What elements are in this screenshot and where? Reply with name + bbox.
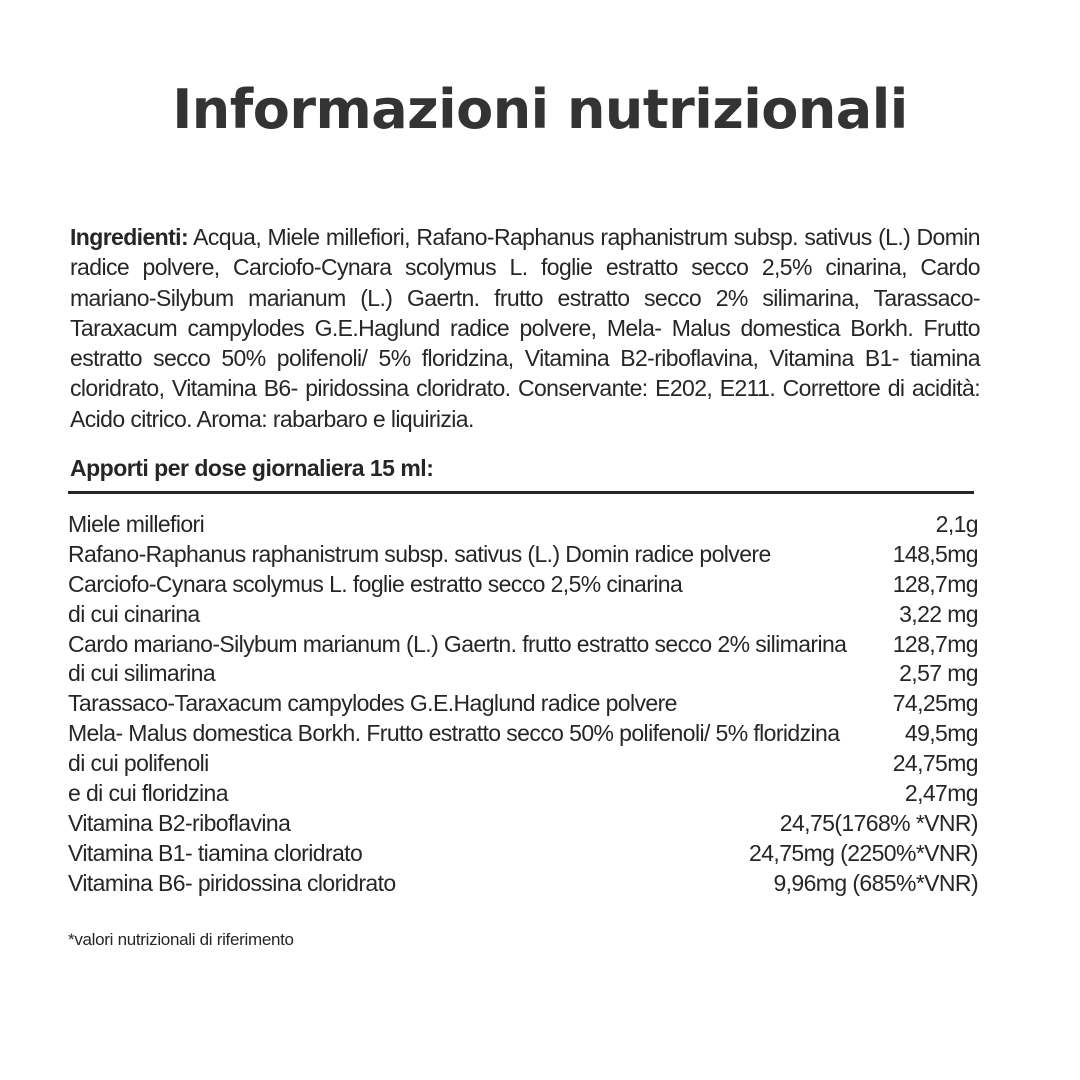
nutrient-value: 3,22 mg [899, 600, 978, 627]
nutrient-row [68, 750, 978, 780]
nutrient-value: 24,75mg [892, 750, 978, 777]
ingredients-text: Acqua, Miele millefiori, Rafano-Raphanus raphanistrum subsp. sativus (L.) Domin radice polvere, Carciofo-Cynara scolymus L. foglie estratto secco 2,5% cinarina, Cardo mariano-Silybum marianum (L.) Gaertn. frutto estratto secco 2% silimarina, Tarassaco-Taraxacum campylodes G.E.Haglund radice polvere, Mela- Malus domestica Borkh. Frutto estratto secco 50% polifenoli/ 5% floridzina, Vitamina B2-riboflavina, Vitamina B1- tiamina cloridrato, Vitamina B6- piridossina cloridrato. Conservante: E202, E211. Correttore di acidità: Acido citrico. Aroma: rabarbaro e liquirizia. [70, 224, 980, 432]
nutrient-row [68, 571, 978, 601]
nutrient-value: 2,57 mg [899, 660, 978, 687]
footnote: *valori nutrizionali di riferimento [68, 930, 294, 949]
nutrient-row [68, 601, 978, 631]
nutrient-row [68, 690, 978, 720]
nutrient-row [68, 810, 978, 840]
nutrient-row [68, 660, 978, 690]
nutrient-row [68, 511, 978, 541]
nutrient-name: di cui cinarina [68, 600, 200, 627]
nutrient-name: di cui polifenoli [68, 750, 209, 777]
nutrient-name: Mela- Malus domestica Borkh. Frutto estratto secco 50% polifenoli/ 5% floridzina [68, 720, 840, 747]
nutrient-name: Vitamina B1- tiamina cloridrato [68, 839, 363, 866]
nutrient-row [68, 840, 978, 870]
ingredients-label: Ingredienti: [70, 224, 189, 250]
page-title: Informazioni nutrizionali [172, 78, 908, 141]
nutrient-value: 128,7mg [892, 570, 978, 597]
nutrient-value: 49,5mg [904, 720, 978, 747]
nutrient-name: Vitamina B6- piridossina cloridrato [68, 869, 396, 896]
daily-dose-heading: Apporti per dose giornaliera 15 ml: [70, 455, 434, 481]
nutrient-name: Carciofo-Cynara scolymus L. foglie estratto secco 2,5% cinarina [68, 570, 683, 597]
nutrient-row [68, 870, 978, 900]
nutrient-name: e di cui floridzina [68, 780, 228, 807]
nutrient-row [68, 631, 978, 661]
nutrient-row [68, 780, 978, 810]
nutrient-name: Tarassaco-Taraxacum campylodes G.E.Haglund radice polvere [68, 690, 677, 717]
nutrient-value: 24,75(1768% *VNR) [779, 809, 978, 836]
nutrient-name: di cui silimarina [68, 660, 216, 687]
nutrient-value: 148,5mg [892, 540, 978, 567]
ingredients-paragraph [70, 222, 980, 434]
nutrient-name: Cardo mariano-Silybum marianum (L.) Gaertn. frutto estratto secco 2% silimarina [68, 630, 847, 657]
nutrient-name: Vitamina B2-riboflavina [68, 809, 291, 836]
nutrient-value: 24,75mg (2250%*VNR) [749, 839, 978, 866]
nutrient-table [68, 511, 978, 900]
nutrient-value: 2,47mg [904, 780, 978, 807]
nutrient-name: Miele millefiori [68, 511, 205, 537]
nutrient-row [68, 720, 978, 750]
nutrient-value: 74,25mg [892, 690, 978, 717]
nutrient-value: 9,96mg (685%*VNR) [773, 869, 978, 896]
nutrient-name: Rafano-Raphanus raphanistrum subsp. sativus (L.) Domin radice polvere [68, 540, 771, 567]
nutrient-value: 128,7mg [892, 630, 978, 657]
nutrient-value: 2,1g [935, 511, 978, 537]
divider-line [68, 491, 974, 494]
nutrient-row [68, 541, 978, 571]
